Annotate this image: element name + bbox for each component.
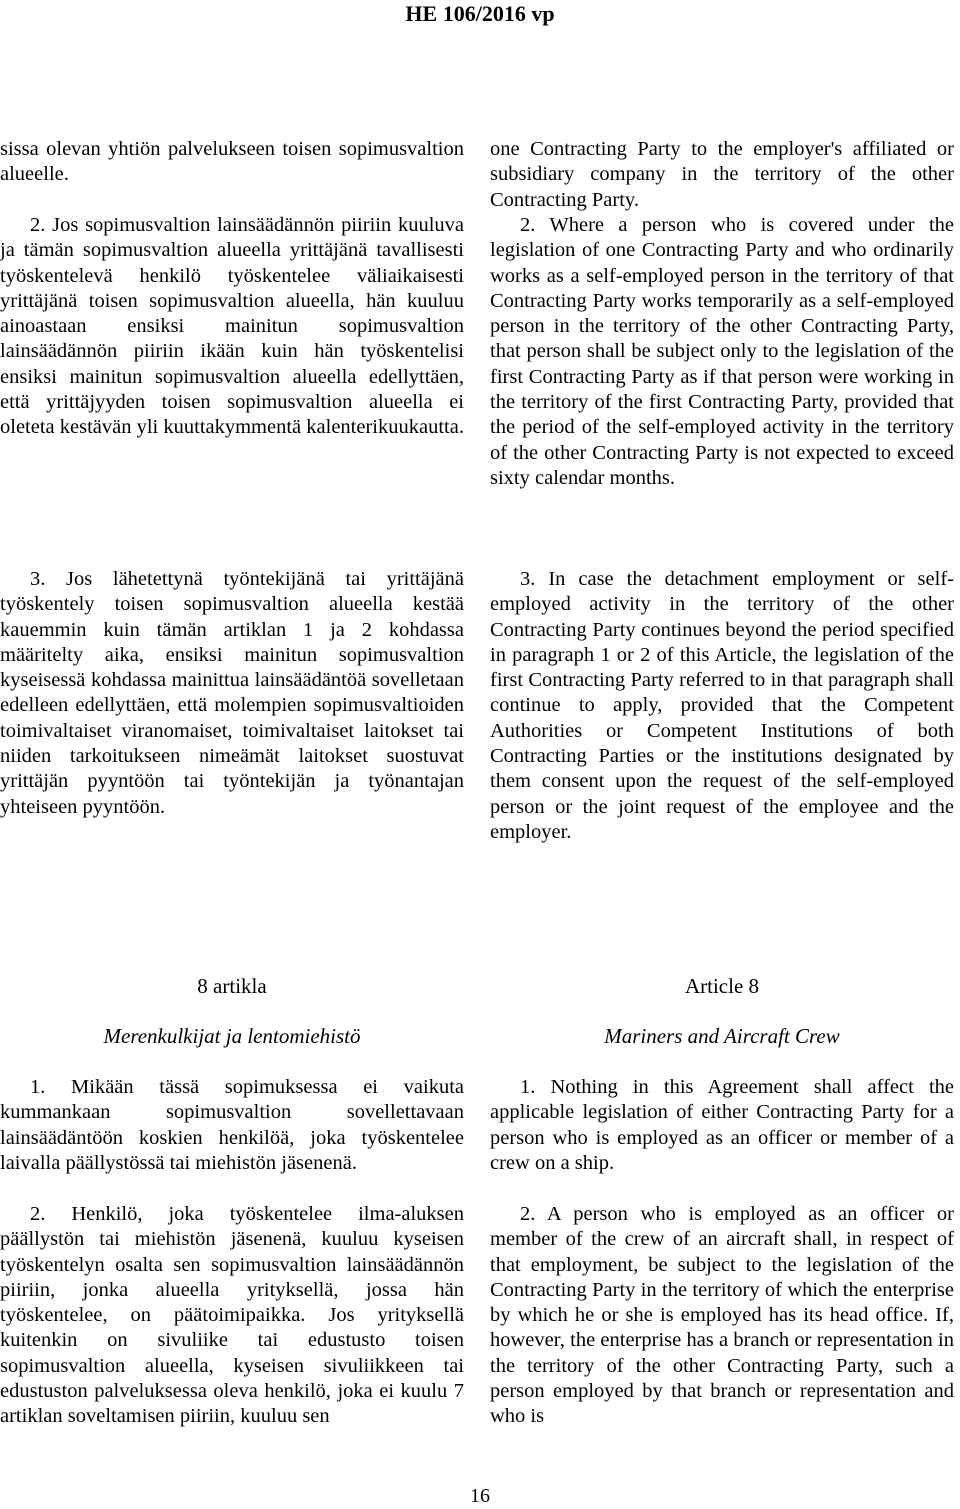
paragraph-continuation [490, 137, 954, 213]
article-title: 8 artikla [197, 974, 267, 998]
article-8-paragraph-1 [490, 1075, 954, 1176]
paragraph-text: 2. Jos sopimusvaltion lainsäädännön piiriin kuuluva ja tämän sopimusvaltion alueella yrittäjänä tavallisesti työskentelevä henkilö työskentelee väliaikaisesti yrittäjänä toisen sopimusvaltion alueella, hän kuuluu ainoastaan ensiksi mainitun sopimusvaltion lainsäädännön piiriin ikään kuin hän työskentelisi ensiksi mainitun sopimusvaltion alueella edellyttäen, että yrittäjyyden toisen sopimusvaltion alueella ei oleteta kestävän yli kuuttakymmentä kalenterikuukautta. [0, 214, 464, 439]
paragraph-text: 1. Mikään tässä sopimuksessa ei vaikuta kummankaan sopimusvaltion sovellettavaan lainsäädäntöön koskien henkilöä, joka työskentelee laivalla päällystössä tai miehistön jäsenenä. [0, 1076, 464, 1174]
document-header: HE 106/2016 vp [405, 1, 555, 26]
paragraph-3 [490, 567, 954, 845]
article-8-paragraph-2 [490, 1202, 954, 1430]
article-title: Article 8 [684, 974, 760, 998]
paragraph-3 [0, 567, 464, 820]
paragraph-text: 1. Nothing in this Agreement shall affect the applicable legislation of either Contracting Party for a person who is employed as an officer or member of a crew on a ship. [490, 1076, 954, 1174]
article-8-paragraph-2 [0, 1202, 464, 1430]
paragraph-2 [490, 213, 954, 491]
paragraph-text: one Contracting Party to the employer's affiliated or subsidiary company in the territory of the other Contracting Party. [490, 138, 954, 211]
paragraph-2 [0, 213, 464, 441]
article-subtitle: Merenkulkijat ja lentomiehistö [103, 1024, 361, 1048]
paragraph-text: 2. Where a person who is covered under the legislation of one Contracting Party and who ordinarily works as a self-employed person in the territory of that Contracting Party works temporarily as a self-employed person in the territory of the other Contracting Party, that person shall be subject only to the legislation of the first Contracting Party as if that person were working in the territory of the first Contracting Party, provided that the period of the self-employed activity in the territory of the other Contracting Party is not expected to exceed sixty calendar months. [490, 214, 954, 489]
paragraph-text: 3. Jos lähetettynä työntekijänä tai yrittäjänä työskentely toisen sopimusvaltion alueella kestää kauemmin kuin tämän artiklan 1 ja 2 kohdassa määritelty aika, ensiksi mainitun sopimusvaltion kyseisessä kohdassa mainittua lainsäädäntöä sovelletaan edelleen edellyttäen, että molempien sopimusvaltioiden toimivaltaiset viranomaiset, toimivaltaiset laitokset tai niiden tarkoitukseen nimeämät laitokset suostuvat yrittäjän pyyntöön tai työntekijän ja työnantajan yhteiseen pyyntöön. [0, 568, 464, 818]
paragraph-text: sissa olevan yhtiön palvelukseen toisen sopimusvaltion alueelle. [0, 138, 464, 186]
page-number: 16 [470, 1485, 490, 1507]
paragraph-text: 3. In case the detachment employment or self-employed activity in the territory of the other Contracting Party continues beyond the period specified in paragraph 1 or 2 of this Article, the legislation of the first Contracting Party referred to in that paragraph shall continue to apply, provided that the Competent Authorities or Competent Institutions of both Contracting Parties or the institutions designated by them consent upon the request of the self-employed person or the joint request of the employee and the employer. [490, 568, 954, 843]
paragraph-text: 2. Henkilö, joka työskentelee ilma-aluksen päällystön tai miehistön jäsenenä, kuuluu kyseisen työskentelyn osalta sen sopimusvaltion lainsäädännön piiriin, jonka alueella yrityksellä, jossa hän työskentelee, on päätoimipaikka. Jos yrityksellä kuitenkin on sivuliike tai edustusto toisen sopimusvaltion alueella, kyseisen sivuliikkeen tai edustuston palveluksessa oleva henkilö, joka ei kuulu 7 artiklan soveltamisen piiriin, kuuluu sen [0, 1203, 464, 1428]
article-8-paragraph-1 [0, 1075, 464, 1176]
paragraph-text: 2. A person who is employed as an officer or member of the crew of an aircraft shall, in respect of that employment, be subject to the legislation of the Contracting Party in the territory of which the enterprise by which he or she is employed has its head office. If, however, the enterprise has a branch or representation in the territory of the other Contracting Party, such a person employed by that branch or representation and who is [490, 1203, 954, 1428]
article-subtitle: Mariners and Aircraft Crew [604, 1024, 840, 1048]
paragraph-continuation [0, 137, 464, 188]
